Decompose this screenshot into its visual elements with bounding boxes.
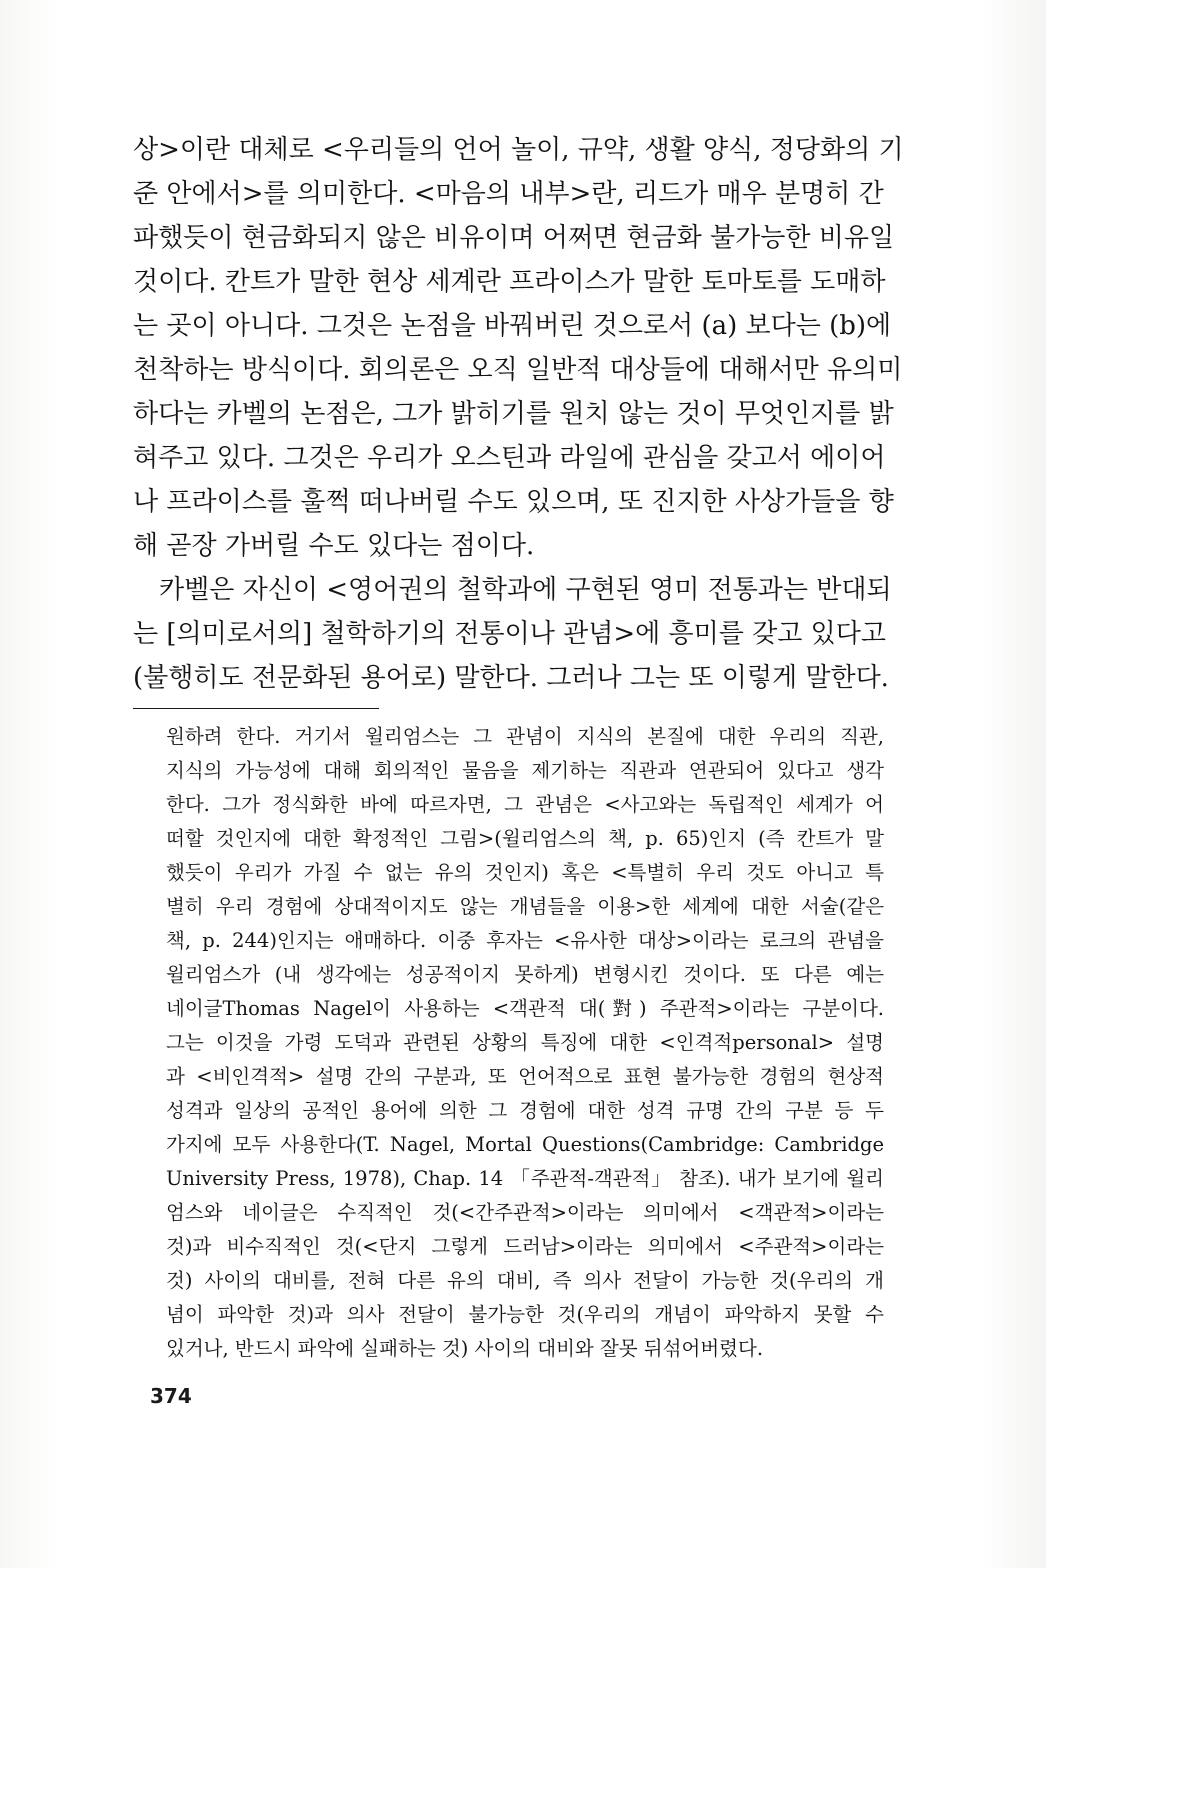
footnote-line: 념이 파악한 것)과 의사 전달이 불가능한 것(우리의 개념이 파악하지 못할 수	[166, 1303, 884, 1326]
page-number: 374	[150, 1384, 192, 1408]
main-text-line: 는 곳이 아니다. 그것은 논점을 바꿔버린 것으로서 (a) 보다는 (b)에	[133, 311, 892, 341]
footnote-line: 한다. 그가 정식화한 바에 따르자면, 그 관념은 <사고와는 독립적인 세계가 어	[166, 793, 884, 816]
footnote-line: 성격과 일상의 공적인 용어에 의한 그 경험에 대한 성격 규명 간의 구분 등 두	[166, 1099, 884, 1122]
footnote-line: 과 <비인격적> 설명 간의 구분과, 또 언어적으로 표현 불가능한 경험의 현상적	[166, 1065, 884, 1088]
footnote-line: 것)과 비수직적인 것(<단지 그렇게 드러남>이라는 의미에서 <주관적>이라는	[166, 1235, 884, 1258]
footnote-line: 별히 우리 경험에 상대적이지도 않는 개념들을 이용>한 세계에 대한 서술(같은	[166, 895, 884, 918]
footnote-line: 그는 이것을 가령 도덕과 관련된 상황의 특징에 대한 <인격적personal> 설명	[166, 1031, 884, 1054]
footnote-line: 지식의 가능성에 대해 회의적인 물음을 제기하는 직관과 연관되어 있다고 생각	[166, 759, 884, 782]
footnote-line: 했듯이 우리가 가질 수 없는 유의 것인지) 혹은 <특별히 우리 것도 아니고 특	[166, 861, 884, 884]
footnote-line: 책, p. 244)인지는 애매하다. 이중 후자는 <유사한 대상>이라는 로크의 관념을	[166, 929, 884, 952]
footnote-divider	[133, 708, 379, 709]
main-text-line: 해 곧장 가버릴 수도 있다는 점이다.	[133, 531, 535, 561]
footnote-line: University Press, 1978), Chap. 14 「주관적-객관적」 참조). 내가 보기에 윌리	[166, 1167, 884, 1190]
main-text-line: 천착하는 방식이다. 회의론은 오직 일반적 대상들에 대해서만 유의미	[133, 355, 903, 385]
footnote-line: 떠할 것인지에 대한 확정적인 그림>(윌리엄스의 책, p. 65)인지 (즉 칸트가 말	[166, 827, 884, 850]
main-text-line: 카벨은 자신이 <영어권의 철학과에 구현된 영미 전통과는 반대되	[159, 575, 892, 605]
footnote-line: 네이글Thomas Nagel이 사용하는 <객관적 대(對) 주관적>이라는 구분이다.	[166, 997, 884, 1020]
footnote-line: 가지에 모두 사용한다(T. Nagel, Mortal Questions(Cambridge: Cambridge	[166, 1133, 884, 1156]
main-text-line: 것이다. 칸트가 말한 현상 세계란 프라이스가 말한 토마토를 도매하	[133, 267, 886, 297]
footnote	[166, 720, 884, 1366]
main-text-line: 파했듯이 현금화되지 않은 비유이며 어쩌면 현금화 불가능한 비유일	[133, 223, 895, 253]
main-text-line: 는 [의미로서의] 철학하기의 전통이나 관념>에 흥미를 갖고 있다고	[133, 619, 886, 649]
main-text	[133, 128, 904, 700]
footnote-line: 엄스와 네이글은 수직적인 것(<간주관적>이라는 의미에서 <객관적>이라는	[166, 1201, 884, 1224]
footnote-line: 윌리엄스가 (내 생각에는 성공적이지 못하게) 변형시킨 것이다. 또 다른 예는	[166, 963, 884, 986]
main-text-line: 준 안에서>를 의미한다. <마음의 내부>란, 리드가 매우 분명히 간	[133, 179, 884, 209]
main-text-line: 나 프라이스를 훌쩍 떠나버릴 수도 있으며, 또 진지한 사상가들을 향	[133, 487, 894, 517]
main-text-line: (불행히도 전문화된 용어로) 말한다. 그러나 그는 또 이렇게 말한다.	[133, 663, 889, 693]
footnote-line: 원하려 한다. 거기서 윌리엄스는 그 관념이 지식의 본질에 대한 우리의 직관,	[166, 725, 884, 748]
footnote-line: 것) 사이의 대비를, 전혀 다른 유의 대비, 즉 의사 전달이 가능한 것(우리의 개	[166, 1269, 884, 1292]
main-text-line: 혀주고 있다. 그것은 우리가 오스틴과 라일에 관심을 갖고서 에이어	[133, 443, 886, 473]
footnote-line: 있거나, 반드시 파악에 실패하는 것) 사이의 대비와 잘못 뒤섞어버렸다.	[166, 1337, 764, 1360]
main-text-line: 하다는 카벨의 논점은, 그가 밝히기를 원치 않는 것이 무엇인지를 밝	[133, 399, 894, 429]
main-text-line: 상>이란 대체로 <우리들의 언어 놀이, 규약, 생활 양식, 정당화의 기	[133, 135, 904, 165]
